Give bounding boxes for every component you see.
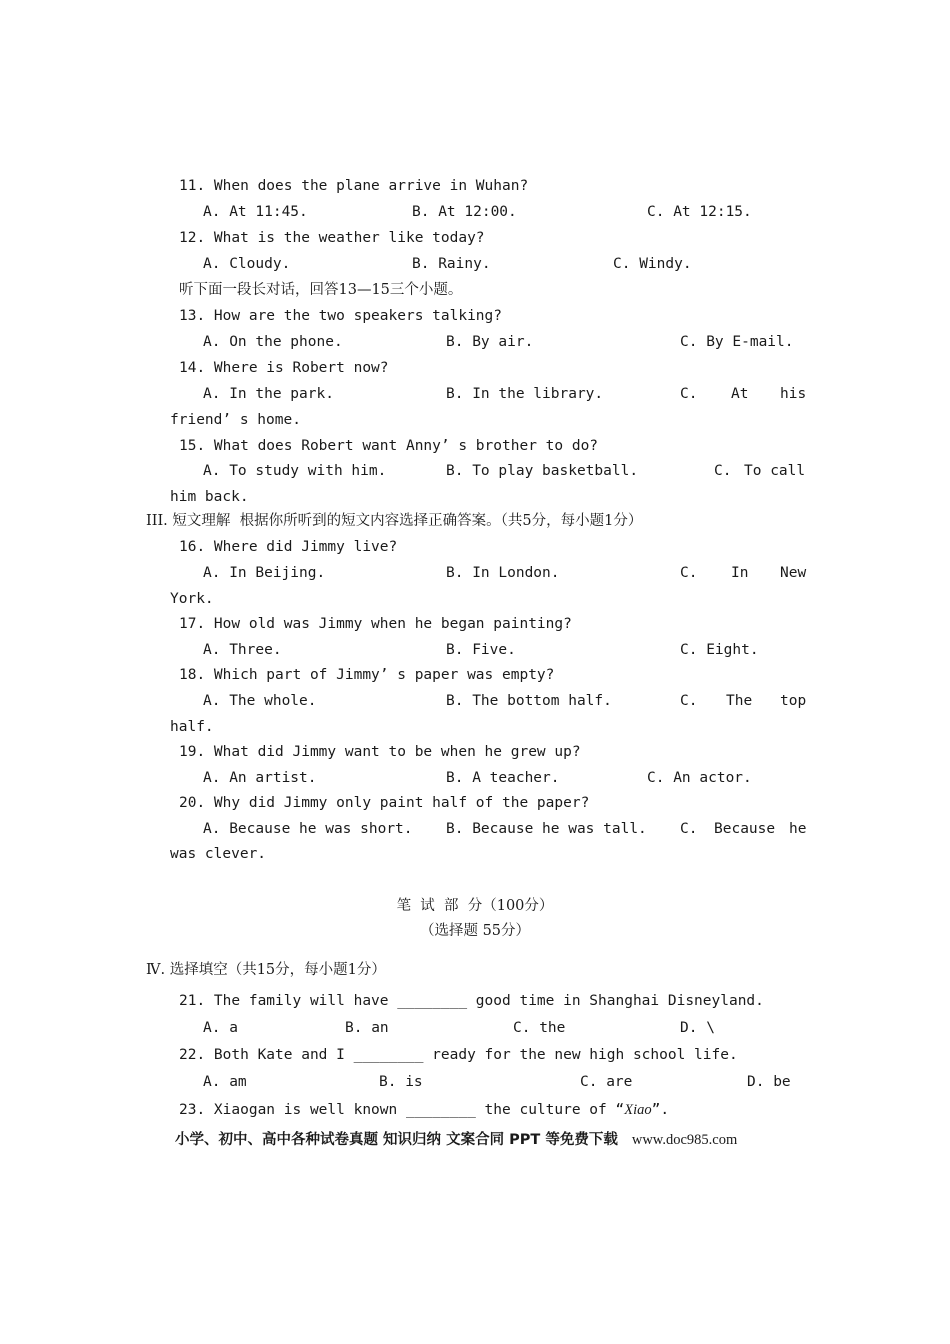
option-a: A. Three. [203, 642, 282, 658]
option-a: A. At 11:45. [203, 204, 308, 220]
option-a: A. am [203, 1074, 247, 1090]
option-a: A. In Beijing. [203, 565, 326, 581]
option-c: C. Windy. [613, 256, 692, 272]
option-c-word: At [731, 386, 749, 402]
option-b: B. To play basketball. [446, 463, 639, 479]
option-c-label: C. [680, 386, 698, 402]
question-17-options [0, 640, 950, 660]
question-15: 15. What does Robert want Anny’ s brother to do? [179, 438, 599, 454]
question-23-text-end: ”. [651, 1102, 670, 1118]
question-15-options [0, 461, 950, 481]
option-c: C. By E-mail. [680, 334, 794, 350]
option-c-word: he [789, 821, 807, 837]
option-a: A. To study with him. [203, 463, 387, 479]
option-b: B. In London. [446, 565, 560, 581]
option-b: B. By air. [446, 334, 534, 350]
option-c-word: Because [714, 821, 776, 837]
section-4-heading: Ⅳ. 选择填空（共15分，每小题1分） [146, 962, 386, 978]
option-c-continuation: half. [170, 719, 214, 735]
question-17: 17. How old was Jimmy when he began painting? [179, 616, 572, 632]
option-a: A. Cloudy. [203, 256, 291, 272]
option-a: A. Because he was short. [203, 821, 413, 837]
question-20: 20. Why did Jimmy only paint half of the paper? [179, 795, 590, 811]
option-c-continuation: friend’ s home. [170, 412, 301, 428]
footer-url[interactable]: www.doc985.com [631, 1132, 738, 1148]
option-b: B. an [345, 1020, 389, 1036]
option-c-continuation: was clever. [170, 846, 267, 862]
option-c-word: his [780, 386, 807, 402]
footer-text: 小学、初中、高中各种试卷真题 知识归纳 文案合同 PPT 等免费下载 [175, 1132, 618, 1148]
question-13: 13. How are the two speakers talking? [179, 308, 503, 324]
option-c-label: C. [680, 565, 698, 581]
written-section-subtitle: （选择题 55分） [419, 923, 531, 939]
option-c-continuation: him back. [170, 489, 249, 505]
footer-banner [175, 1128, 737, 1149]
question-21-options [0, 1018, 950, 1038]
question-14-options [0, 384, 950, 404]
question-16-options [0, 563, 950, 583]
option-c: C. At 12:15. [647, 204, 752, 220]
option-b: B. Five. [446, 642, 516, 658]
option-d: D. be [747, 1074, 791, 1090]
option-c: C. are [580, 1074, 633, 1090]
option-c: C. Eight. [680, 642, 759, 658]
question-20-options [0, 819, 950, 839]
option-c: C. the [513, 1020, 566, 1036]
question-12-options [0, 254, 950, 274]
section-3-heading: III. 短文理解 根据你所听到的短文内容选择正确答案。（共5分，每小题1分） [146, 513, 643, 529]
option-c-label: C. [714, 463, 732, 479]
option-b: B. is [379, 1074, 423, 1090]
question-22-options [0, 1072, 950, 1092]
instruction-13-15: 听下面一段长对话，回答13—15三个小题。 [179, 282, 463, 298]
option-c-word: New [780, 565, 807, 581]
option-a: A. On the phone. [203, 334, 343, 350]
option-b: B. Rainy. [412, 256, 491, 272]
question-23-emphasis: Xiao [624, 1102, 652, 1118]
question-11-options [0, 202, 950, 222]
option-b: B. In the library. [446, 386, 604, 402]
option-a: A. The whole. [203, 693, 317, 709]
option-d: D. \ [680, 1020, 715, 1036]
question-18: 18. Which part of Jimmy’ s paper was empty? [179, 667, 555, 683]
option-b: B. At 12:00. [412, 204, 517, 220]
question-16: 16. Where did Jimmy live? [179, 539, 398, 555]
question-23-text: 23. Xiaogan is well known ________ the culture of “ [179, 1102, 625, 1118]
option-b: B. Because he was tall. [446, 821, 647, 837]
option-c-word: The [726, 693, 753, 709]
option-a: A. In the park. [203, 386, 334, 402]
question-22: 22. Both Kate and I ________ ready for the new high school life. [179, 1047, 738, 1063]
option-c-continuation: York. [170, 591, 214, 607]
question-18-options [0, 691, 950, 711]
question-19: 19. What did Jimmy want to be when he grew up? [179, 744, 581, 760]
question-12: 12. What is the weather like today? [179, 230, 485, 246]
written-section-title: 笔 试 部 分（100分） [396, 898, 554, 914]
option-b: B. The bottom half. [446, 693, 612, 709]
option-b: B. A teacher. [446, 770, 560, 786]
option-a: A. a [203, 1020, 238, 1036]
question-13-options [0, 332, 950, 352]
option-c: C. An actor. [647, 770, 752, 786]
question-11: 11. When does the plane arrive in Wuhan? [179, 178, 529, 194]
question-14: 14. Where is Robert now? [179, 360, 389, 376]
option-c-label: C. [680, 821, 698, 837]
question-23 [179, 1100, 669, 1120]
option-c-word: top [780, 693, 807, 709]
option-a: A. An artist. [203, 770, 317, 786]
option-c-word: To call [744, 463, 806, 479]
option-c-label: C. [680, 693, 698, 709]
question-21: 21. The family will have ________ good time in Shanghai Disneyland. [179, 993, 764, 1009]
option-c-word: In [731, 565, 749, 581]
question-19-options [0, 768, 950, 788]
